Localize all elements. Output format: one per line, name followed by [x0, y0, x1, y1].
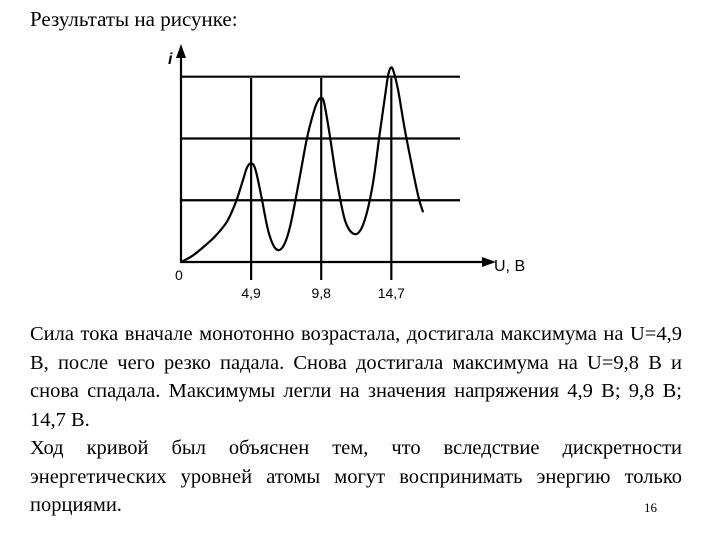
x-tick-label-3: 14,7	[377, 285, 405, 301]
slide-heading: Результаты на рисунке:	[30, 7, 238, 31]
origin-label: 0	[175, 267, 183, 283]
y-axis-arrow	[176, 44, 186, 58]
x-tick-labels	[241, 285, 405, 301]
paragraph-2: Ход кривой был объяснен тем, что вследствие дискретности энергетических уровней атомы могут воспринимать энергию только порциями.	[30, 437, 682, 516]
x-tick-label-1: 4,9	[241, 285, 261, 301]
series-line	[181, 67, 423, 262]
y-axis-label: i	[168, 51, 173, 68]
tick-lines	[251, 78, 391, 280]
page-number: 16	[644, 500, 657, 515]
body-text	[30, 320, 682, 520]
x-tick-label-2: 9,8	[311, 285, 331, 301]
x-axis-label: U, B	[494, 258, 526, 275]
paragraph-1: Сила тока вначале монотонно возрастала, достигала максимума на U=4,9 В, после чего резко падала. Снова достигала максимума на U=9,8 В и снова спадала. Максимумы легли на значения напряжения 4,9 В; 9,8 В; 14,7 В.	[30, 323, 682, 431]
